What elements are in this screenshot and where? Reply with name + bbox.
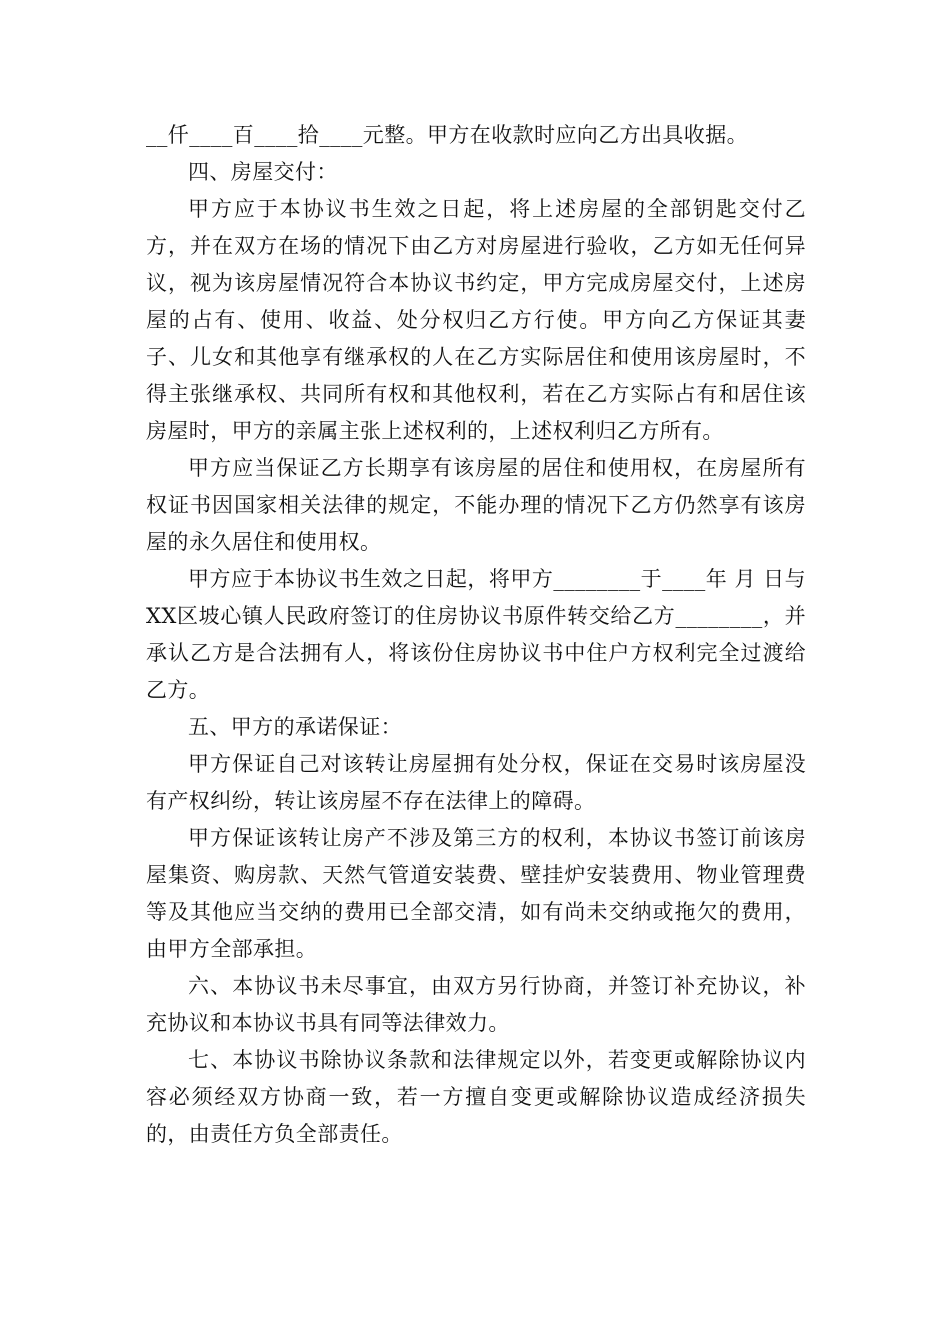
paragraph-delivery-terms: 甲方应于本协议书生效之日起，将上述房屋的全部钥匙交付乙方，并在双方在场的情况下由乙方对房屋进行验收，乙方如无任何异议，视为该房屋情况符合本协议书约定，甲方完成房屋交付，上述房屋的占有、使用、收益、处分权归乙方行使。甲方向乙方保证其妻子、儿女和其他享有继承权的人在乙方实际居住和使用该房屋时，不得主张继承权、共同所有权和其他权利，若在乙方实际占有和居住该房屋时，甲方的亲属主张上述权利的，上述权利归乙方所有。 — [146, 197, 806, 443]
paragraph-disposal-right: 甲方保证自己对该转让房屋拥有处分权，保证在交易时该房屋没有产权纠纷，转让该房屋不存在法律上的障碍。 — [146, 752, 806, 813]
section-heading-delivery: 四、房屋交付： — [188, 160, 338, 184]
paragraph-modification-terms: 七、本协议书除协议条款和法律规定以外，若变更或解除协议内容必须经双方协商一致，若一方擅自变更或解除协议造成经济损失的，由责任方负全部责任。 — [146, 1048, 806, 1146]
payment-amount-line: __仟____百____拾____元整。甲方在收款时应向乙方出具收据。 — [146, 123, 748, 147]
paragraph-third-party-fees: 甲方保证该转让房产不涉及第三方的权利，本协议书签订前该房屋集资、购房款、天然气管道安装费、壁挂炉安装费用、物业管理费等及其他应当交纳的费用已全部交清，如有尚未交纳或拖欠的费用，由甲方全部承担。 — [146, 826, 806, 961]
section-heading-warranty: 五、甲方的承诺保证： — [188, 715, 402, 739]
paragraph-residence-rights: 甲方应当保证乙方长期享有该房屋的居住和使用权，在房屋所有权证书因国家相关法律的规定，不能办理的情况下乙方仍然享有该房屋的永久居住和使用权。 — [146, 456, 806, 554]
paragraph-supplementary-agreement: 六、本协议书未尽事宜，由双方另行协商，并签订补充协议，补充协议和本协议书具有同等法律效力。 — [146, 974, 806, 1035]
document-page — [146, 117, 806, 1153]
paragraph-agreement-transfer: 甲方应于本协议书生效之日起，将甲方________于____年 月 日与XX区坡心镇人民政府签订的住房协议书原件转交给乙方________，并承认乙方是合法拥有人，将该份住房协议书中住户方权利完全过渡给乙方。 — [146, 567, 806, 702]
